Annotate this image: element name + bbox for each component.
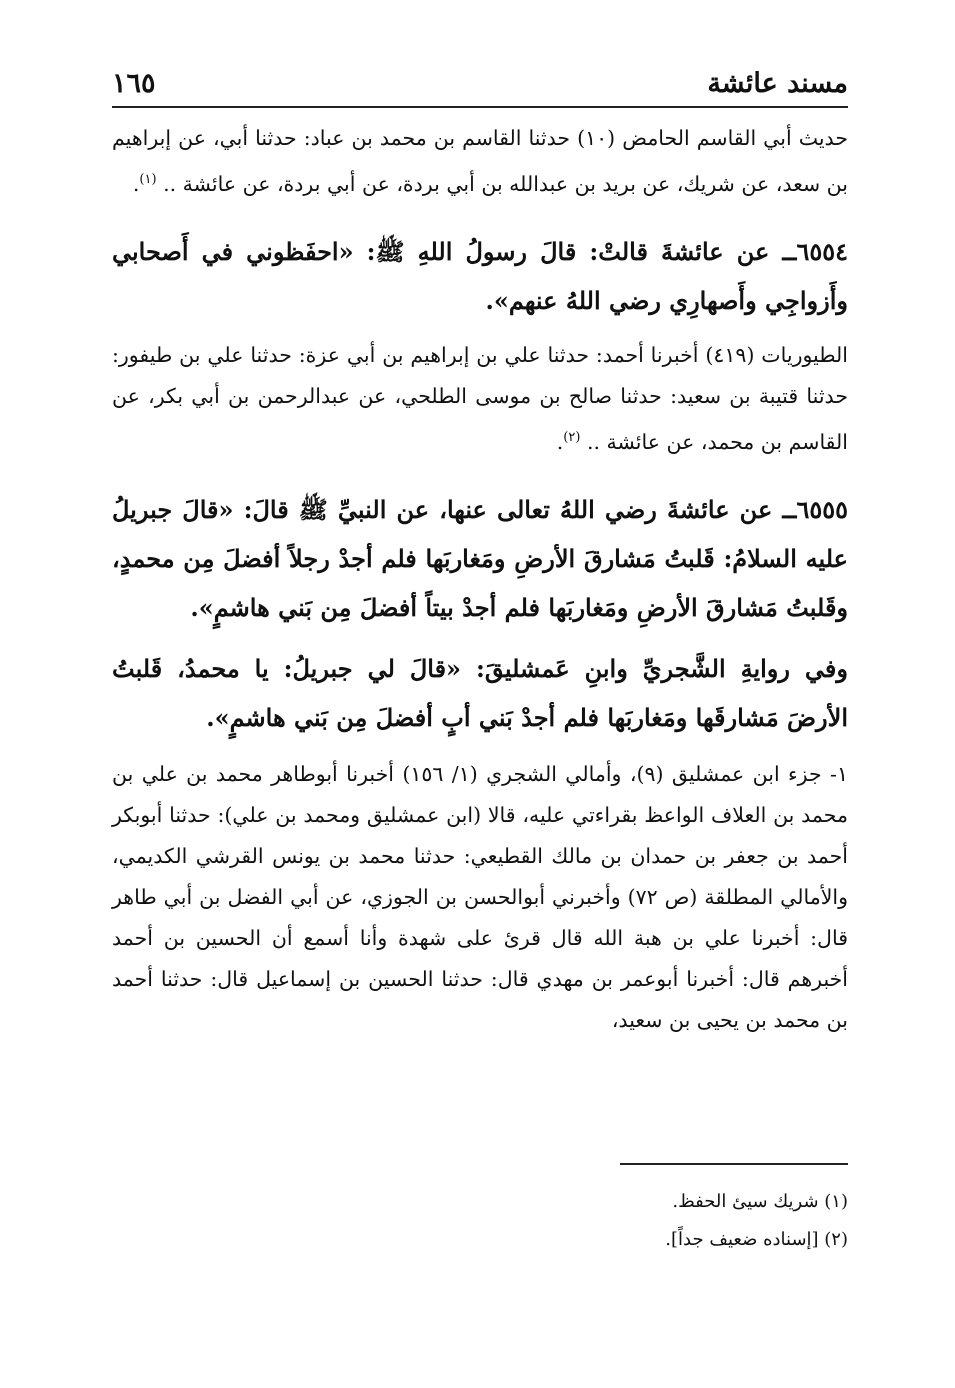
isnad-text-1: حديث أبي القاسم الحامض (١٠) حدثنا القاسم بن محمد بن عباد: حدثنا أبي، عن إبراهيم بن سعد، عن شريك، عن بريد بن عبدالله بن أبي بردة، عن أبي بردة، عن عائشة .. [112,126,848,196]
footnote-divider [620,1163,848,1165]
footnote-2: (٢) [إسناده ضعيف جداً]. [665,1229,848,1250]
page-header [112,62,848,104]
isnad-paragraph-3: ١- جزء ابن عمشليق (٩)، وأمالي الشجري (١/ ١٥٦) أخبرنا أبوطاهر محمد بن علي بن محمد بن العلاف الواعظ بقراءتي عليه، قالا (ابن عمشليق ومحمد بن علي): حدثنا أبوبكر أحمد بن جعفر بن حمدان بن مالك القطيعي: حدثنا محمد بن يونس القرشي الكديمي، والأمالي المطلقة (ص ٧٢) وأخبرني أبوالحسن بن الجوزي، عن أبي الفضل بن أبي طاهر قال: أخبرنا علي بن هبة الله قال قرئ على شهدة وأنا أسمع أن الحسين بن أحمد أخبرهم قال: أخبرنا أبوعمر بن مهدي قال: حدثنا الحسين بن إسماعيل قال: حدثنا أحمد بن محمد بن يحيى بن سعيد، [112,761,849,1032]
header-divider [112,106,848,108]
footnotes [112,1183,848,1259]
footnote-ref-1: (١) [139,172,157,187]
isnad-paragraph-1: حديث أبي القاسم الحامض (١٠) حدثنا القاسم بن محمد بن عباد: حدثنا أبي، عن إبراهيم بن سعد، عن شريك، عن بريد بن عبدالله بن أبي بردة، عن أبي بردة، عن عائشة .. $^{(١)}$. [112,126,848,196]
isnad-text-2: الطيوريات (٤١٩) أخبرنا أحمد: حدثنا علي بن إبراهيم بن أبي عزة: حدثنا علي بن طيفور: حدثنا قتيبة بن سعيد: حدثنا صالح بن موسى الطلحي، عن عبدالرحمن بن أبي بكر، عن القاسم بن محمد، عن عائشة .. [112,342,848,454]
hadith-6555: ٦٥٥٥ــ عن عائشةَ رضي اللهُ تعالى عنها، عن النبيِّ ﷺ قالَ: «قالَ جبريلُ عليه السلامُ: قَلبتُ مَشارقَ الأرضِ ومَغاربَها فلم أجدْ رجلاً أفضلَ مِن محمدٍ، وقَلبتُ مَشارقَ الأرضِ ومَغاربَها فلم أجدْ بيتاً أفضلَ مِن بَني هاشمٍ». [112,494,848,622]
page-number: ١٦٥ [112,68,156,99]
hadith-6555-variant: وفي روايةِ الشَّجريِّ وابنِ عَمشليقَ: «قالَ لي جبريلُ: يا محمدُ، قَلبتُ الأرضَ مَشارقَها ومَغاربَها فلم أجدْ بَني أبٍ أفضلَ مِن بَني هاشمٍ». [112,653,848,732]
main-text [112,118,848,1041]
isnad-paragraph-2: الطيوريات (٤١٩) أخبرنا أحمد: حدثنا علي بن إبراهيم بن أبي عزة: حدثنا علي بن طيفور: حدثنا قتيبة بن سعيد: حدثنا صالح بن موسى الطلحي، عن عبدالرحمن بن أبي بكر، عن القاسم بن محمد، عن عائشة .. $^{(٢)}$. [112,342,848,454]
footnote-1: (١) شريك سيئ الحفظ. [672,1191,848,1212]
running-title: مسند عائشة [707,68,848,99]
hadith-6554: ٦٥٥٤ــ عن عائشةَ قالتْ: قالَ رسولُ اللهِ ﷺ: «احفَظوني في أَصحابي وأَزواجِي وأَصهارِي رضي اللهُ عنهم». [112,236,848,315]
footnote-ref-2: (٢) [563,429,581,445]
